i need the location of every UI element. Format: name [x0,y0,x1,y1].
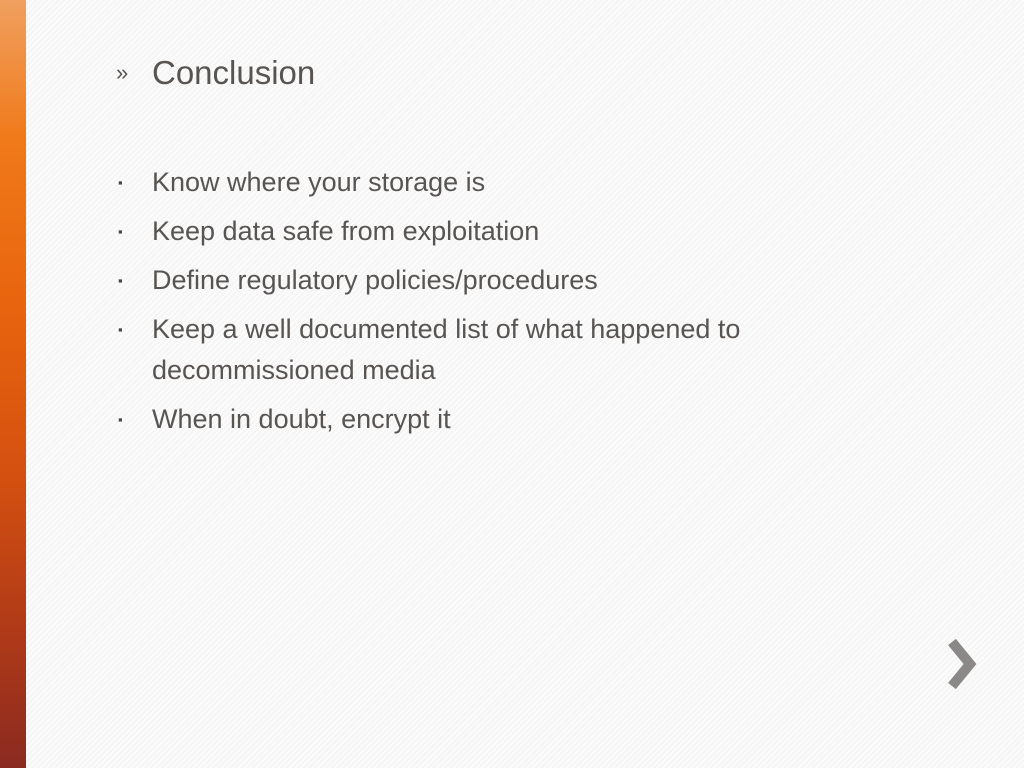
bullet-list [116,162,896,448]
bullet-text: Keep a well documented list of what happened to decommissioned media [152,314,741,385]
square-bullet-icon: ▪ [118,412,123,427]
bullet-item [116,309,896,391]
bullet-text: Define regulatory policies/procedures [152,265,598,295]
bullet-item [116,211,896,252]
bullet-item [116,260,896,301]
bullet-item [116,399,896,440]
accent-sidebar-bar [0,0,26,768]
square-bullet-icon: ▪ [118,322,123,337]
bullet-text: When in doubt, encrypt it [152,404,451,434]
slide-title-row [116,50,315,96]
square-bullet-icon: ▪ [118,224,123,239]
bullet-item [116,162,896,203]
next-slide-button[interactable] [936,632,986,696]
square-bullet-icon: ▪ [118,175,123,190]
slide-title: Conclusion [152,54,316,91]
square-bullet-icon: ▪ [118,273,123,288]
bullet-text: Know where your storage is [152,167,486,197]
bullet-text: Keep data safe from exploitation [152,216,540,246]
title-marker: » [116,60,129,85]
chevron-right-icon [936,632,986,696]
